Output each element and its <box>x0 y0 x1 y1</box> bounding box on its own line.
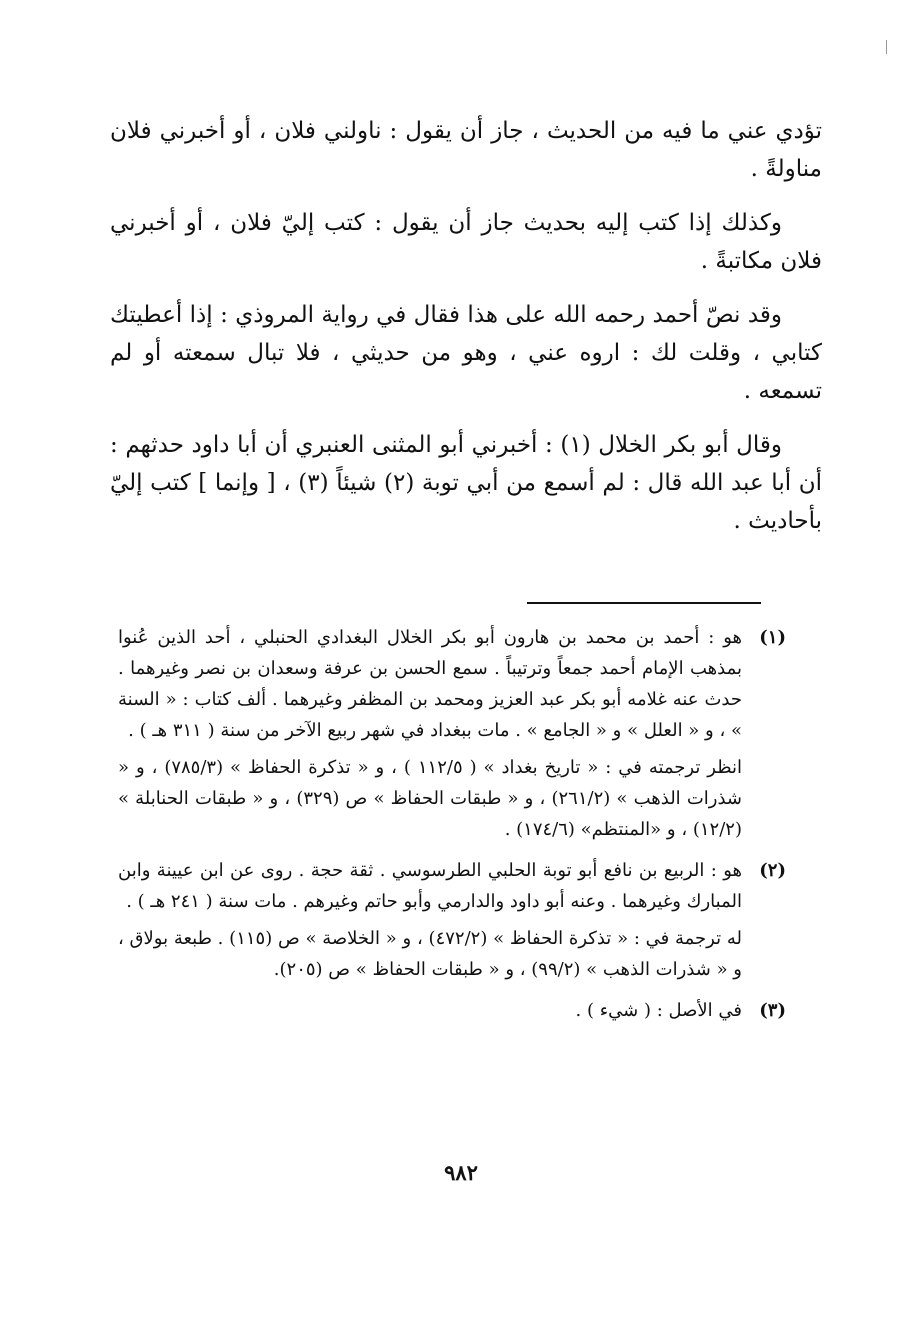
scan-mark <box>886 40 887 54</box>
footnote-separator <box>527 602 761 604</box>
footnote <box>118 995 786 1032</box>
footnote-paragraph: هو : أحمد بن محمد بن هارون أبو بكر الخلال البغدادي الحنبلي ، أحد الذين عُنوا بمذهب الإمام أحمد جمعاً وترتيباً . سمع الحسن بن عرفة وسعدان بن نصر وغيرهما . حدث عنه غلامه أبو بكر عبد العزيز ومحمد بن المظفر وغيرهما . ألف كتاب : « السنة » ، و « العلل » و « الجامع » . مات ببغداد في شهر ربيع الآخر من سنة ( ٣١١ هـ ) . <box>118 627 742 741</box>
paragraph: وقد نصّ أحمد رحمه الله على هذا فقال في رواية المروذي : إذا أعطيتك كتابي ، وقلت لك : اروه عني ، وهو من حديثي ، فلا تبال سمعته أو لم تسمعه . <box>110 302 822 404</box>
main-text <box>110 112 822 556</box>
page-number: ٩٨٢ <box>444 1160 478 1185</box>
footnote-paragraph: انظر ترجمته في : « تاريخ بغداد » ( ١١٢/٥ ) ، و « تذكرة الحفاظ » (٧٨٥/٣) ، و « شذرات الذهب » (٢٦١/٢) ، و « طبقات الحفاظ » ص (٣٢٩) ، و « طبقات الحنابلة » (١٢/٢) ، و «المنتظم» (١٧٤/٦) . <box>118 757 743 840</box>
footnote-body <box>118 855 742 991</box>
footnote-paragraph: له ترجمة في : « تذكرة الحفاظ » (٤٧٢/٢) ، و « الخلاصة » ص (١١٥) . طبعة بولاق ، و « شذرات الذهب » (٩٩/٢) ، و « طبقات الحفاظ » ص (٢٠٥). <box>118 928 743 980</box>
paragraph: وكذلك إذا كتب إليه بحديث جاز أن يقول : كتب إليّ فلان ، أو أخبرني فلان مكاتبةً . <box>110 210 822 274</box>
footnote <box>118 622 786 851</box>
paragraph: وقال أبو بكر الخلال (١) : أخبرني أبو المثنى العنبري أن أبا داود حدثهم : أن أبا عبد الله قال : لم أسمع من أبي توبة (٢) شيئاً (٣) ، [ وإنما ] كتب إليّ بأحاديث . <box>110 432 823 534</box>
footnote-number: (٣) <box>759 1000 786 1021</box>
footnote <box>118 855 786 991</box>
footnote-number: (٢) <box>759 860 786 881</box>
footnote-body <box>118 995 742 1032</box>
footnote-paragraph: هو : الربيع بن نافع أبو توبة الحلبي الطرسوسي . ثقة حجة . روى عن ابن عيينة وابن المبارك وغيرهما . وعنه أبو داود والدارمي وأبو حاتم وغيرهم . مات سنة ( ٢٤١ هـ ) . <box>118 860 743 912</box>
footnote-number: (١) <box>759 627 786 648</box>
footnote-body <box>118 622 742 851</box>
footnote-paragraph: في الأصل : ( شيء ) . <box>575 1000 742 1021</box>
footnotes <box>118 622 786 1036</box>
paragraph-continuation: تؤدي عني ما فيه من الحديث ، جاز أن يقول : ناولني فلان ، أو أخبرني فلان مناولةً . <box>110 118 822 182</box>
